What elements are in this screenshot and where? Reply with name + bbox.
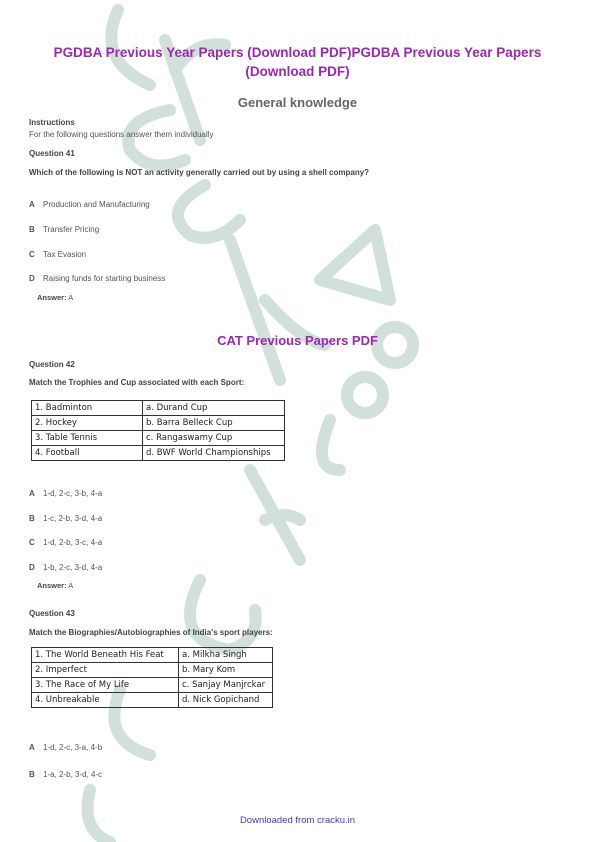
table-row (32, 693, 273, 708)
option-text: 1-d, 2-c, 3-b, 4-a (43, 489, 103, 498)
table-cell: 3. Table Tennis (32, 431, 143, 446)
table-row (32, 401, 285, 416)
option-letter: A (29, 489, 35, 498)
table-row (32, 446, 285, 461)
option-text: Tax Evasion (43, 250, 87, 259)
q43-option-a[interactable] (29, 743, 102, 752)
question-42-label: Question 42 (29, 360, 75, 369)
answer-value: A (68, 581, 74, 590)
instructions-heading: Instructions (29, 118, 75, 127)
q42-answer (37, 581, 73, 590)
q41-option-c[interactable] (29, 250, 86, 259)
question-42-text: Match the Trophies and Cup associated with each Sport: (29, 378, 245, 387)
option-letter: A (29, 743, 35, 752)
table-cell: b. Barra Belleck Cup (143, 416, 285, 431)
q42-option-c[interactable] (29, 538, 102, 547)
question-43-text: Match the Biographies/Autobiographies of India's sport players: (29, 628, 273, 637)
q43-option-b[interactable] (29, 770, 102, 779)
q42-option-d[interactable] (29, 563, 102, 572)
q42-option-a[interactable] (29, 489, 102, 498)
q41-option-a[interactable] (29, 200, 150, 209)
option-letter: B (29, 770, 35, 779)
option-text: 1-b, 2-c, 3-d, 4-a (43, 563, 103, 572)
option-letter: C (29, 538, 35, 547)
table-cell: 3. The Race of My Life (32, 678, 179, 693)
table-cell: d. Nick Gopichand (179, 693, 273, 708)
table-cell: 2. Hockey (32, 416, 143, 431)
table-cell: 2. Imperfect (32, 663, 179, 678)
option-letter: B (29, 514, 35, 523)
q41-answer (37, 293, 73, 302)
table-row (32, 648, 273, 663)
table-row (32, 416, 285, 431)
q42-option-b[interactable] (29, 514, 102, 523)
question-43-label: Question 43 (29, 609, 75, 618)
table-cell: d. BWF World Championships (143, 446, 285, 461)
footer-link[interactable]: Downloaded from cracku.in (239, 815, 356, 826)
answer-label: Answer: (37, 293, 67, 302)
table-row (32, 678, 273, 693)
table-row (32, 663, 273, 678)
table-cell: a. Durand Cup (143, 401, 285, 416)
instructions-text: For the following questions answer them individually (29, 130, 214, 139)
option-text: 1-c, 2-b, 3-d, 4-a (43, 514, 103, 523)
option-text: Production and Manufacturing (43, 200, 150, 209)
q41-option-d[interactable] (29, 274, 165, 283)
option-letter: D (29, 563, 35, 572)
option-text: 1-a, 2-b, 3-d, 4-c (43, 770, 103, 779)
table-cell: c. Rangaswamy Cup (143, 431, 285, 446)
table-cell: 4. Unbreakable (32, 693, 179, 708)
q42-match-table (31, 400, 285, 461)
question-41-text: Which of the following is NOT an activity generally carried out by using a shell company? (29, 168, 370, 177)
cat-papers-link[interactable]: CAT Previous Papers PDF (217, 333, 378, 348)
table-cell: 4. Football (32, 446, 143, 461)
table-cell: 1. The World Beneath His Feat (32, 648, 179, 663)
question-41-label: Question 41 (29, 149, 75, 158)
option-text: 1-d, 2-b, 3-c, 4-a (43, 538, 103, 547)
answer-value: A (68, 293, 74, 302)
table-cell: b. Mary Kom (179, 663, 273, 678)
q41-option-b[interactable] (29, 225, 99, 234)
option-text: Raising funds for starting business (43, 274, 166, 283)
section-heading: General knowledge (237, 95, 358, 110)
answer-label: Answer: (37, 581, 67, 590)
q43-match-table (31, 647, 273, 708)
option-letter: C (29, 250, 35, 259)
option-letter: B (29, 225, 35, 234)
table-cell: 1. Badminton (32, 401, 143, 416)
option-text: Transfer Pricing (43, 225, 100, 234)
option-letter: D (29, 274, 35, 283)
option-letter: A (29, 200, 35, 209)
table-cell: a. Milkha Singh (179, 648, 273, 663)
table-cell: c. Sanjay Manjrckar (179, 678, 273, 693)
table-row (32, 431, 285, 446)
option-text: 1-d, 2-c, 3-a, 4-b (43, 743, 103, 752)
page-title[interactable]: PGDBA Previous Year Papers (Download PDF)PGDBA Previous Year Papers (Download PDF) (53, 45, 542, 79)
